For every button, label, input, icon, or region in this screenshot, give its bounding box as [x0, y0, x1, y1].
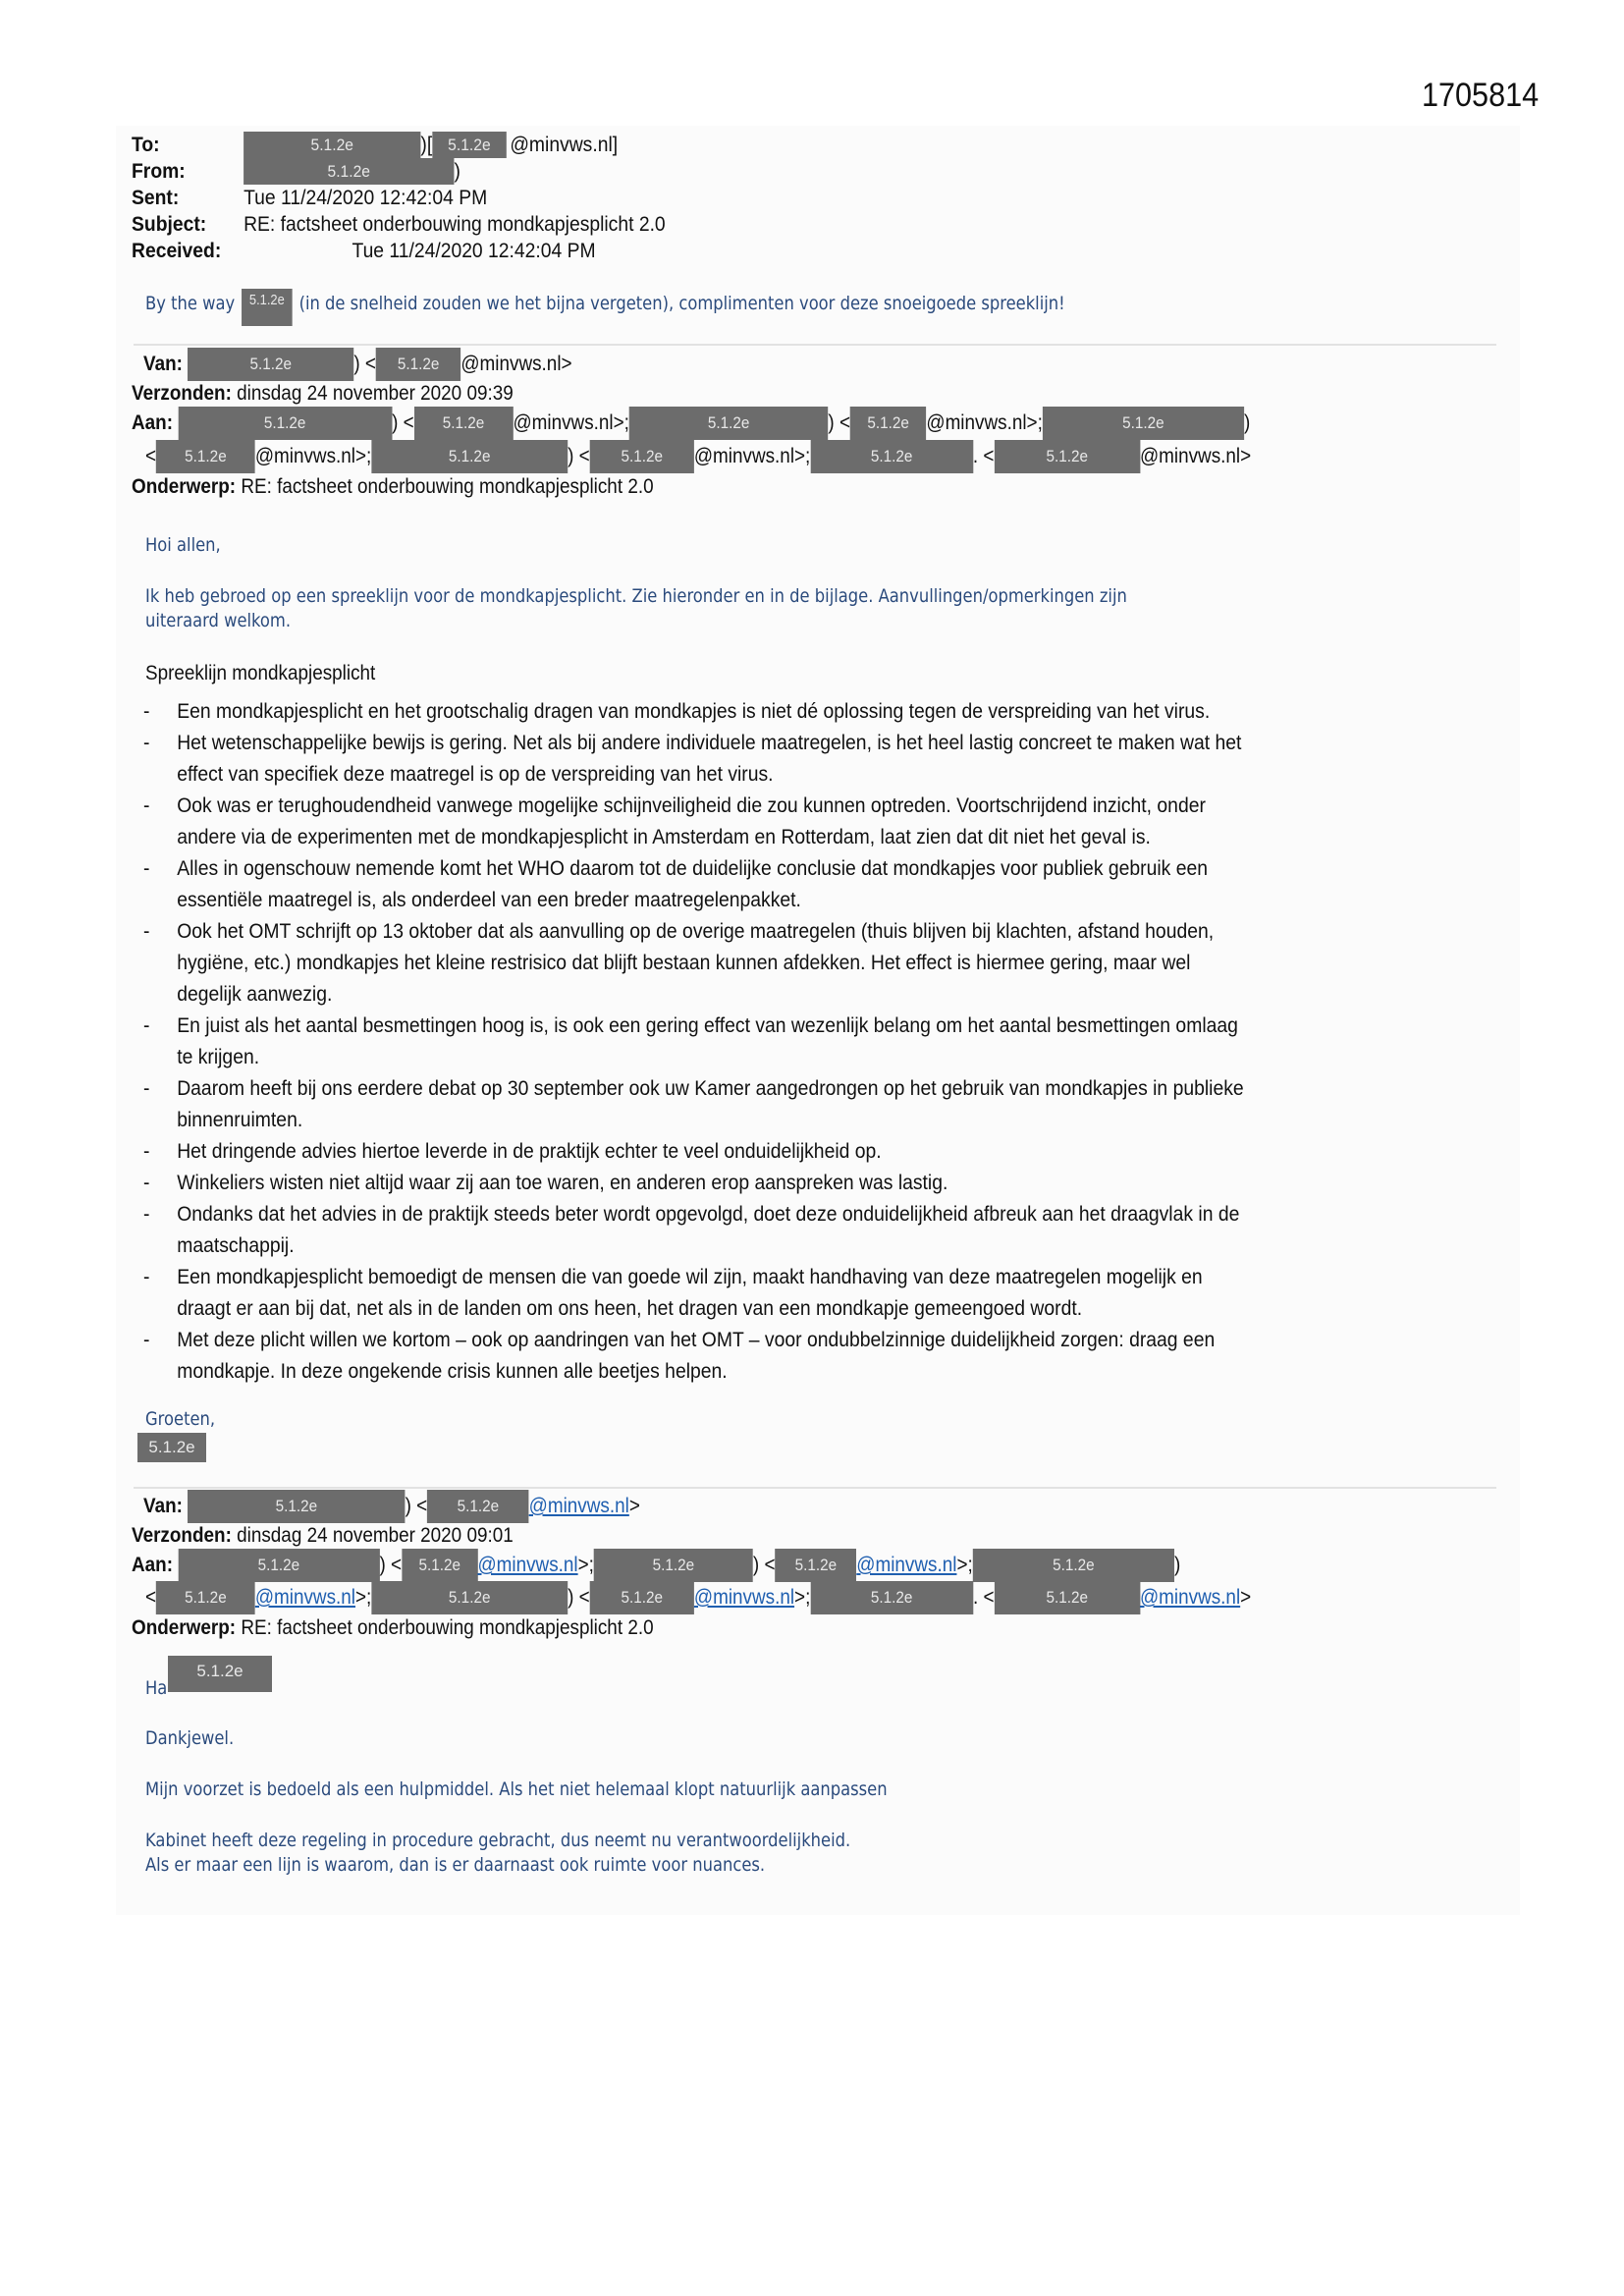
bullet-line: andere via de experimenten met de mondkapjesplicht in Amsterdam en Rotterdam, laat zien dat dit niet het geval is. [177, 825, 1151, 848]
recipient-domain: @minvws.nl>; [513, 411, 629, 434]
bullet-marker: - [143, 1013, 150, 1037]
separator-text: >; [355, 1586, 372, 1609]
spreeklijn-bullet-item [143, 1198, 1520, 1261]
redaction: 5.1.2e [188, 348, 353, 381]
aan-row-2 [145, 440, 1251, 473]
redaction: 5.1.2e [242, 289, 293, 326]
bullet-marker: - [143, 856, 150, 880]
email-link[interactable]: @minvws.nl [856, 1554, 957, 1576]
aan-row-1 [132, 407, 1250, 440]
van-row [143, 348, 572, 381]
redaction: 5.1.2e [810, 440, 973, 473]
separator-text: >; [794, 1586, 811, 1609]
redaction: 5.1.2e [188, 1490, 405, 1523]
redaction: 5.1.2e [371, 1581, 568, 1614]
redaction: 5.1.2e [994, 440, 1140, 473]
aan-row-1 [132, 1549, 1180, 1582]
redaction: 5.1.2e [994, 1581, 1140, 1614]
spreeklijn-bullet-item [143, 915, 1520, 1010]
recipient-domain: @minvws.nl>; [254, 445, 372, 467]
redaction: 5.1.2e [427, 1490, 529, 1523]
verzonden-value: dinsdag 24 november 2020 09:39 [237, 382, 514, 405]
closing: Groeten, [145, 1408, 216, 1430]
aan-row-2 [145, 1581, 1251, 1614]
bullet-line: te krijgen. [177, 1045, 260, 1068]
email-link[interactable]: @minvws.nl [528, 1495, 629, 1517]
separator-text: < [145, 445, 157, 467]
van-label: Van: [143, 1495, 183, 1517]
spreeklijn-bullet-item [143, 852, 1520, 915]
bullet-marker: - [143, 699, 150, 723]
bullet-line: essentiële maatregel is, als onderdeel van een breder maatregelenpakket. [177, 888, 801, 911]
spreeklijn-bullet-item [143, 790, 1520, 852]
sent-value: Tue 11/24/2020 12:42:04 PM [244, 187, 488, 209]
bullet-line: Een mondkapjesplicht bemoedigt de mensen die van goede wil zijn, maakt handhaving van deze maatregelen mogelijk en [177, 1265, 1203, 1288]
van-label: Van: [143, 353, 183, 375]
separator-text: ) [1244, 411, 1251, 434]
spreeklijn-bullet-item [143, 1167, 1520, 1198]
separator-text: ) < [568, 1586, 590, 1609]
redaction: 5.1.2e [371, 440, 568, 473]
subject-row [132, 211, 666, 238]
bullet-line: draagt er aan bij dat, net als in de landen om ons heen, het dragen van een mondkapje gemeengoed wordt. [177, 1296, 1083, 1320]
aan-label: Aan: [132, 1554, 174, 1576]
bullet-line: Met deze plicht willen we kortom – ook op aandringen van het OMT – voor ondubbelzinnige duidelijkheid zorgen: draag een [177, 1328, 1216, 1351]
separator-text: ) < [752, 1554, 776, 1576]
spreeklijn-bullet-list [143, 695, 1508, 1387]
redaction: 5.1.2e [594, 1549, 753, 1582]
intro-line-1: Ik heb gebroed op een spreeklijn voor de mondkapjesplicht. Zie hieronder en in de bijlage. Aanvullingen/opmerkingen zijn [145, 585, 1127, 607]
to-separator: )[ [420, 134, 433, 156]
message-2-line-3: Kabinet heeft deze regeling in procedure gebracht, dus neemt nu verantwoordelijkheid. [145, 1830, 851, 1851]
aan-label: Aan: [132, 411, 174, 434]
spreeklijn-bullet-item [143, 1135, 1520, 1167]
bullet-line: Winkeliers wisten niet altijd waar zij aan toe waren, en anderen erop aanspreken was lastig. [177, 1171, 948, 1194]
received-row [132, 238, 596, 264]
separator-text: > [1240, 1586, 1252, 1609]
verzonden-row [132, 379, 514, 409]
email-link[interactable]: @minvws.nl [477, 1554, 578, 1576]
redaction: 5.1.2e [244, 132, 420, 158]
message-2-line-4: Als er maar een lijn is waarom, dan is er daarnaast ook ruimte voor nuances. [145, 1854, 766, 1876]
spreeklijn-bullet-item [143, 1261, 1520, 1324]
separator [134, 1487, 1496, 1489]
redaction: 5.1.2e [432, 132, 506, 158]
verzonden-label: Verzonden: [132, 1524, 232, 1547]
separator-text: < [145, 1586, 157, 1609]
greeting: Hoi allen, [145, 534, 221, 556]
spreeklijn-bullet-item [143, 1072, 1520, 1135]
redaction: 5.1.2e [376, 348, 460, 381]
separator-text: ) [1173, 1554, 1181, 1576]
bullet-line: Daarom heeft bij ons eerdere debat op 30 september ook uw Kamer aangedrongen op het gebruik van mondkapjes in publieke [177, 1076, 1244, 1100]
separator-text: ) < [379, 1554, 403, 1576]
spreeklijn-bullet-item [143, 1324, 1520, 1387]
bullet-line: Ondanks dat het advies in de praktijk steeds beter wordt opgevolgd, doet deze onduidelijkheid afbreuk aan het draagvlak in de [177, 1202, 1240, 1226]
onderwerp-label: Onderwerp: [132, 1616, 237, 1639]
bullet-line: binnenruimten. [177, 1108, 303, 1131]
greeting-2 [145, 1675, 167, 1701]
van-row [143, 1490, 640, 1523]
bullet-line: En juist als het aantal besmettingen hoog is, is ook een gering effect van wezenlijk belang om het aantal besmettingen omlaag [177, 1013, 1238, 1037]
separator-text: >; [956, 1554, 973, 1576]
redaction: 5.1.2e [168, 1656, 272, 1692]
sent-label: Sent: [132, 187, 180, 209]
received-label: Received: [132, 240, 222, 262]
bullet-line: Alles in ogenschouw nemende komt het WHO daarom tot de duidelijke conclusie dat mondkapjes voor publiek gebruik een [177, 856, 1209, 880]
onderwerp-label: Onderwerp: [132, 475, 237, 498]
separator-text: > [628, 1495, 640, 1517]
redaction: 5.1.2e [810, 1581, 973, 1614]
redaction: 5.1.2e [137, 1433, 206, 1462]
bullet-marker: - [143, 1328, 150, 1351]
to-label: To: [132, 134, 160, 156]
redaction: 5.1.2e [973, 1549, 1174, 1582]
sent-row [132, 185, 487, 211]
spreeklijn-bullet-item [143, 727, 1520, 790]
from-label: From: [132, 160, 186, 183]
greeting-prefix: Ha [145, 1677, 168, 1699]
redaction: 5.1.2e [178, 1549, 379, 1582]
recipient-domain: @minvws.nl> [1139, 445, 1252, 467]
bullet-line: mondkapje. In deze ongekende crisis kunnen alle beetjes helpen. [177, 1359, 728, 1383]
subject-label: Subject: [132, 213, 207, 236]
separator [134, 344, 1496, 346]
separator-text: ) < [405, 1495, 428, 1517]
to-domain: @minvws.nl] [510, 134, 619, 156]
separator-text: ) < [568, 445, 590, 467]
bullet-marker: - [143, 731, 150, 754]
separator-text: >; [577, 1554, 594, 1576]
intro-line-2: uiteraard welkom. [145, 610, 292, 631]
subject-value: RE: factsheet onderbouwing mondkapjesplicht 2.0 [244, 213, 666, 236]
email-link[interactable]: @minvws.nl [1139, 1586, 1241, 1609]
signature [137, 1433, 206, 1462]
email-link[interactable]: @minvws.nl [693, 1586, 795, 1609]
bullet-marker: - [143, 1202, 150, 1226]
to-row [132, 132, 618, 158]
bullet-marker: - [143, 1171, 150, 1194]
verzonden-row [132, 1521, 514, 1551]
van-separator: ) < [353, 353, 376, 375]
message-2-line-2: Mijn voorzet is bedoeld als een hulpmiddel. Als het niet helemaal klopt natuurlijk aanpassen [145, 1778, 888, 1800]
separator-text: ) < [828, 411, 850, 434]
bullet-line: Ook het OMT schrijft op 13 oktober dat als aanvulling op de overige maatregelen (thuis blijven bij klachten, afstand houden, [177, 919, 1215, 943]
onderwerp-value: RE: factsheet onderbouwing mondkapjesplicht 2.0 [241, 1616, 654, 1639]
redaction: 5.1.2e [850, 407, 926, 440]
bullet-marker: - [143, 1265, 150, 1288]
redaction: 5.1.2e [590, 440, 694, 473]
received-value: Tue 11/24/2020 12:42:04 PM [352, 240, 596, 262]
bullet-line: Het dringende advies hiertoe leverde in de praktijk echter te veel onduidelijkheid op. [177, 1139, 882, 1163]
recipient-domain: @minvws.nl>; [926, 411, 1043, 434]
redaction: 5.1.2e [414, 407, 514, 440]
separator-text: ) < [392, 411, 414, 434]
spreeklijn-bullet-item [143, 1010, 1520, 1072]
email-link[interactable]: @minvws.nl [254, 1586, 356, 1609]
redaction: 5.1.2e [402, 1549, 477, 1582]
redaction: 5.1.2e [629, 407, 829, 440]
separator-text: . < [972, 445, 995, 467]
bullet-line: effect van specifiek deze maatregel is op de verspreiding van het virus. [177, 762, 774, 786]
message-2-line-1: Dankjewel. [145, 1727, 235, 1749]
recipient-domain: @minvws.nl>; [693, 445, 811, 467]
redaction: 5.1.2e [156, 440, 255, 473]
redaction: 5.1.2e [178, 407, 392, 440]
bullet-marker: - [143, 1139, 150, 1163]
bullet-marker: - [143, 793, 150, 817]
document-number: 1705814 [1422, 77, 1540, 114]
top-message [145, 289, 1065, 326]
redaction: 5.1.2e [156, 1581, 255, 1614]
onderwerp-value: RE: factsheet onderbouwing mondkapjesplicht 2.0 [241, 475, 654, 498]
bullet-marker: - [143, 1076, 150, 1100]
top-message-prefix: By the way [145, 293, 236, 314]
bullet-marker: - [143, 919, 150, 943]
bullet-line: hygiëne, etc.) mondkapjes het kleine restrisico dat blijft bestaan kunnen afdekken. Het effect is hiermee gering, maar wel [177, 951, 1191, 974]
bullet-line: Een mondkapjesplicht en het grootschalig dragen van mondkapjes is niet dé oplossing tegen de verspreiding van het virus. [177, 699, 1211, 723]
verzonden-label: Verzonden: [132, 382, 232, 405]
bullet-line: Ook was er terughoudendheid vanwege mogelijke schijnveiligheid die zou kunnen optreden. Voortschrijdend inzicht, onder [177, 793, 1206, 817]
top-message-text: (in de snelheid zouden we het bijna vergeten), complimenten voor deze snoeigoede spreeklijn! [298, 293, 1065, 314]
spreeklijn-title: Spreeklijn mondkapjesplicht [145, 662, 376, 684]
redaction: 5.1.2e [775, 1549, 856, 1582]
redaction: 5.1.2e [1043, 407, 1244, 440]
bullet-line: Het wetenschappelijke bewijs is gering. Net als bij andere individuele maatregelen, is het heel lastig concreet te maken wat het [177, 731, 1242, 754]
greeting-redaction [168, 1656, 272, 1692]
separator-text: . < [972, 1586, 995, 1609]
onderwerp-row [132, 1613, 654, 1643]
from-suffix: ) [454, 160, 460, 183]
from-row [132, 158, 460, 185]
bullet-line: degelijk aanwezig. [177, 982, 333, 1006]
van-domain: @minvws.nl> [460, 353, 572, 375]
onderwerp-row [132, 472, 654, 502]
bullet-line: maatschappij. [177, 1233, 295, 1257]
redaction: 5.1.2e [244, 158, 454, 185]
verzonden-value: dinsdag 24 november 2020 09:01 [237, 1524, 514, 1547]
redaction: 5.1.2e [590, 1581, 694, 1614]
spreeklijn-bullet-item [143, 695, 1520, 727]
